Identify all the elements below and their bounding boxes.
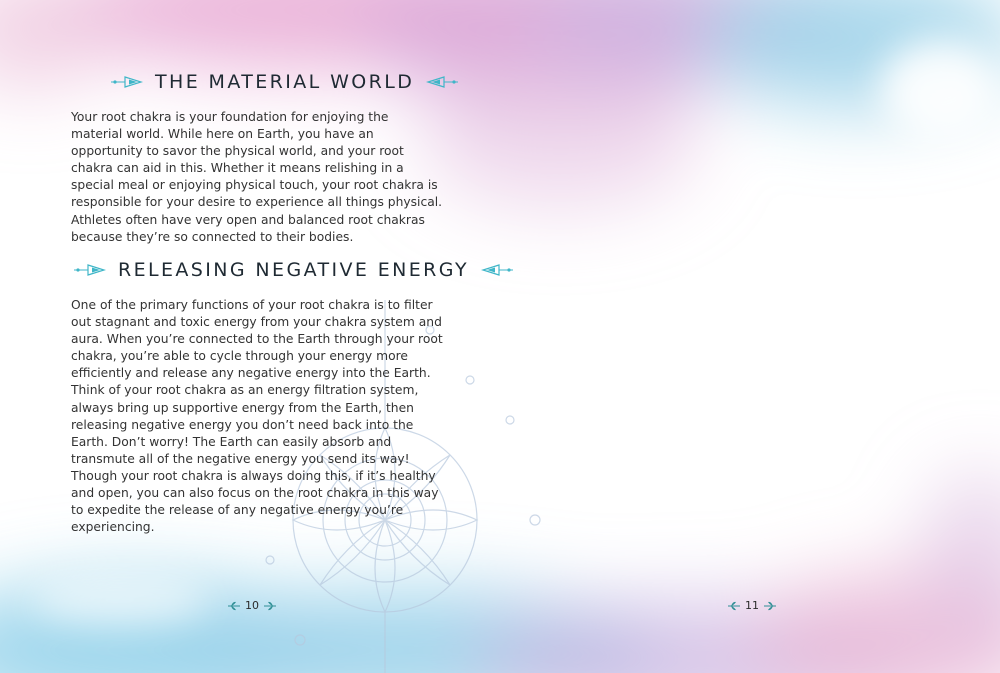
leaf-sprig-icon [263,600,277,612]
arrow-ornament-icon [74,263,108,277]
page-number: 11 [745,599,759,612]
page-number-left [227,599,277,612]
section-heading-releasing-negative-energy [74,259,513,281]
page-number: 10 [245,599,259,612]
paragraph-material-world: Your root chakra is your foundation for enjoying the material world. While here on Earth, you have an opportunity to savor the physical world, and your root chakra can aid in this. Whether it means relishing in a special meal or enjoying physical touch, your root chakra is responsible for your desire to experience all things physical. Athletes often have very open and balanced root chakras because they’re so connected to their bodies. [71,110,443,244]
paragraph-releasing-negative-energy: One of the primary functions of your root chakra is to filter out stagnant and toxic energy from your chakra system and aura. When you’re connected to the Earth through your root chakra, you’re able to cycle through your energy more efficiently and release any negative energy into the Earth. Think of your root chakra as an energy filtration system, always bring up supportive energy from the Earth, then releasing negative energy you don’t need back into the Earth. Don’t worry! The Earth can easily absorb and transmute all of the negative energy you send its way! Though your root chakra is always doing this, if it’s healthy and open, you can also focus on the root chakra in this way to expedite the release of any negative energy you’re experiencing. [71,298,443,535]
arrow-ornament-icon [424,75,458,89]
leaf-sprig-icon [727,600,741,612]
leaf-sprig-icon [763,600,777,612]
leaf-sprig-icon [227,600,241,612]
arrow-ornament-icon [111,75,145,89]
heading-text: RELEASING NEGATIVE ENERGY [118,259,469,281]
heading-text: THE MATERIAL WORLD [155,71,415,93]
page-number-right [727,599,777,612]
right-page [500,0,1000,673]
section-heading-material-world [111,71,458,93]
